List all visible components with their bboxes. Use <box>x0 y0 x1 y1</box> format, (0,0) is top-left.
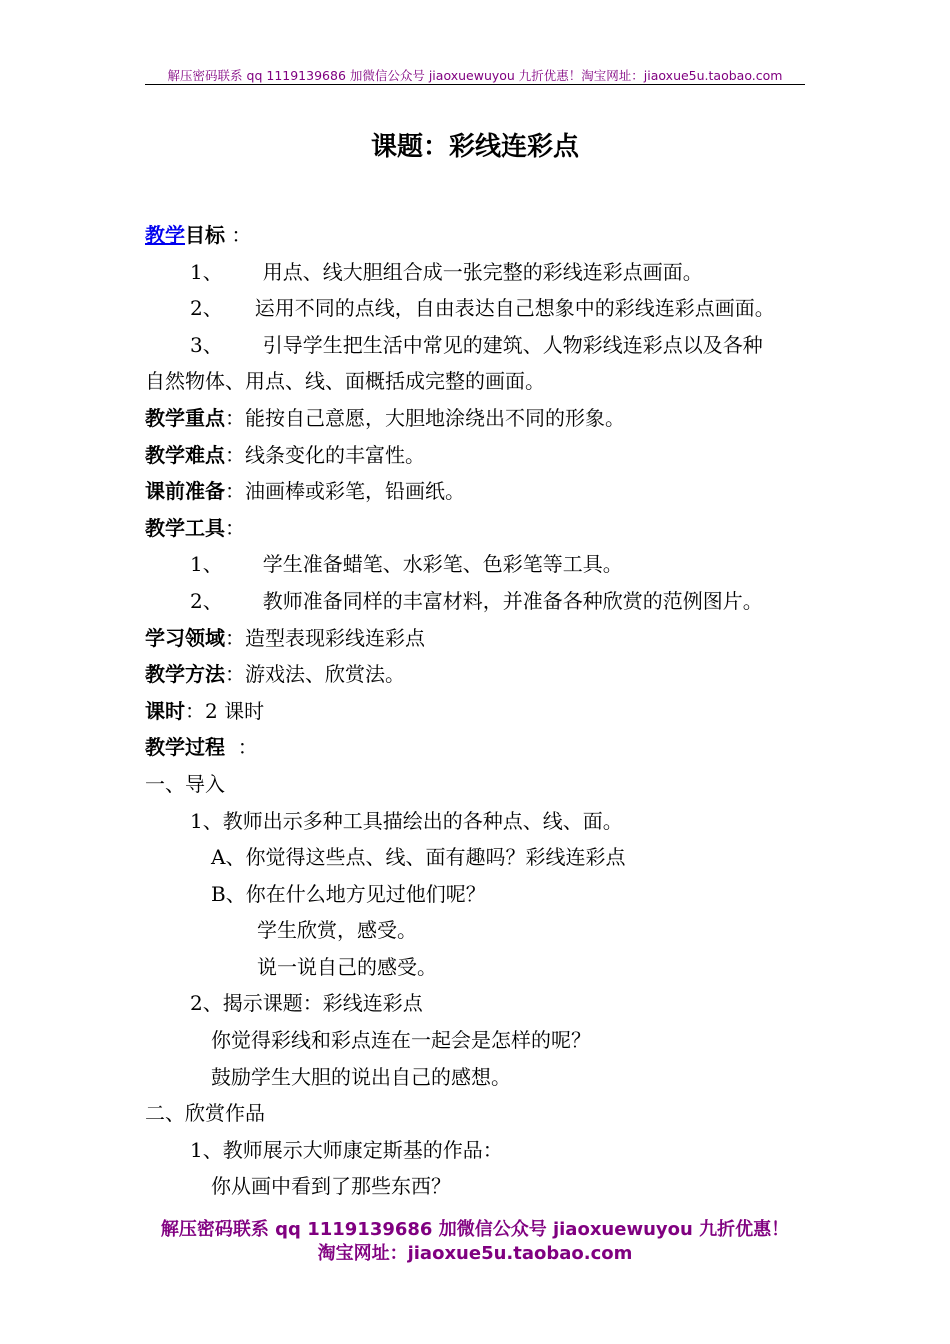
list-item <box>145 546 815 583</box>
item-number: 1、 <box>190 552 223 577</box>
document-body <box>145 217 815 1205</box>
item-number: 3、 <box>190 332 223 357</box>
header-rule <box>145 84 805 85</box>
preparation-row <box>145 473 815 510</box>
list-item <box>145 583 815 620</box>
preparation-label: 课前准备 <box>145 479 225 504</box>
domain-row <box>145 620 815 657</box>
footer-line-2: 淘宝网址：jiaoxue5u.taobao.com <box>317 1243 633 1264</box>
domain-text: ：造型表现彩线连彩点 <box>225 625 425 650</box>
list-item: 2、揭示课题：彩线连彩点 <box>190 991 423 1016</box>
item-number: 2、 <box>190 588 223 613</box>
item-text: 引导学生把生活中常见的建筑、人物彩线连彩点以及各种 <box>262 332 763 357</box>
list-item <box>145 254 815 291</box>
objectives-link[interactable]: 教学 <box>145 223 185 247</box>
hours-label: 课时 <box>145 698 185 723</box>
list-item: 1、教师出示多种工具描绘出的各种点、线、面。 <box>190 808 623 833</box>
tools-label: 教学工具 <box>145 515 225 540</box>
list-item: 你觉得彩线和彩点连在一起会是怎样的呢？ <box>211 1028 591 1053</box>
objectives-label: 目标 <box>185 223 225 247</box>
tools-row <box>145 510 815 547</box>
hours-row <box>145 693 815 730</box>
key-point-label: 教学重点 <box>145 405 225 430</box>
method-label: 教学方法 <box>145 662 225 687</box>
list-item: B、你在什么地方见过他们呢？ <box>211 881 486 906</box>
section-heading: 一、导入 <box>145 771 225 796</box>
list-item <box>145 327 815 364</box>
list-item: A、你觉得这些点、线、面有趣吗？彩线连彩点 <box>211 845 626 870</box>
item-text: 用点、线大胆组合成一张完整的彩线连彩点画面。 <box>262 259 703 284</box>
list-item: 你从画中看到了那些东西？ <box>211 1174 451 1199</box>
key-point-row <box>145 400 815 437</box>
list-item: 鼓励学生大胆的说出自己的感想。 <box>211 1064 511 1089</box>
section-heading: 二、欣赏作品 <box>145 1101 265 1126</box>
list-item <box>145 290 815 327</box>
method-row <box>145 656 815 693</box>
key-point-text: ：能按自己意愿，大胆地涂绕出不同的形象。 <box>225 405 625 430</box>
difficulty-label: 教学难点 <box>145 442 225 467</box>
item-number: 1、 <box>190 259 223 284</box>
domain-label: 学习领域 <box>145 625 225 650</box>
item-text: 学生准备蜡笔、水彩笔、色彩笔等工具。 <box>262 552 623 577</box>
footer-line-1: 解压密码联系 qq 1119139686 加微信公众号 jiaoxuewuyou 九折优惠！ <box>160 1219 790 1240</box>
preparation-text: ：油画棒或彩笔，铅画纸。 <box>225 479 465 504</box>
tools-text: ： <box>225 515 245 540</box>
difficulty-row <box>145 437 815 474</box>
list-item: 说一说自己的感受。 <box>257 954 437 979</box>
process-text: ： <box>225 735 258 760</box>
page-footer-watermark <box>0 1218 950 1266</box>
item-text: 教师准备同样的丰富材料，并准备各种欣赏的范例图片。 <box>262 588 763 613</box>
objectives-heading <box>145 217 815 254</box>
process-label: 教学过程 <box>145 735 225 760</box>
process-row <box>145 729 815 766</box>
item-text: 运用不同的点线，自由表达自己想象中的彩线连彩点画面。 <box>254 296 775 321</box>
list-item: 1、教师展示大师康定斯基的作品： <box>190 1137 503 1162</box>
item-number: 2、 <box>190 296 223 321</box>
hours-text: ：2 课时 <box>185 698 265 723</box>
objectives-continuation: 自然物体、用点、线、面概括成完整的画面。 <box>145 369 545 394</box>
list-item: 学生欣赏，感受。 <box>257 918 417 943</box>
page-header-watermark: 解压密码联系 qq 1119139686 加微信公众号 jiaoxuewuyou 九折优惠！淘宝网址：jiaoxue5u.taobao.com <box>167 68 783 83</box>
method-text: ：游戏法、欣赏法。 <box>225 662 405 687</box>
difficulty-text: ：线条变化的丰富性。 <box>225 442 425 467</box>
objectives-colon: ： <box>225 223 252 247</box>
document-title: 课题：彩线连彩点 <box>370 132 579 162</box>
